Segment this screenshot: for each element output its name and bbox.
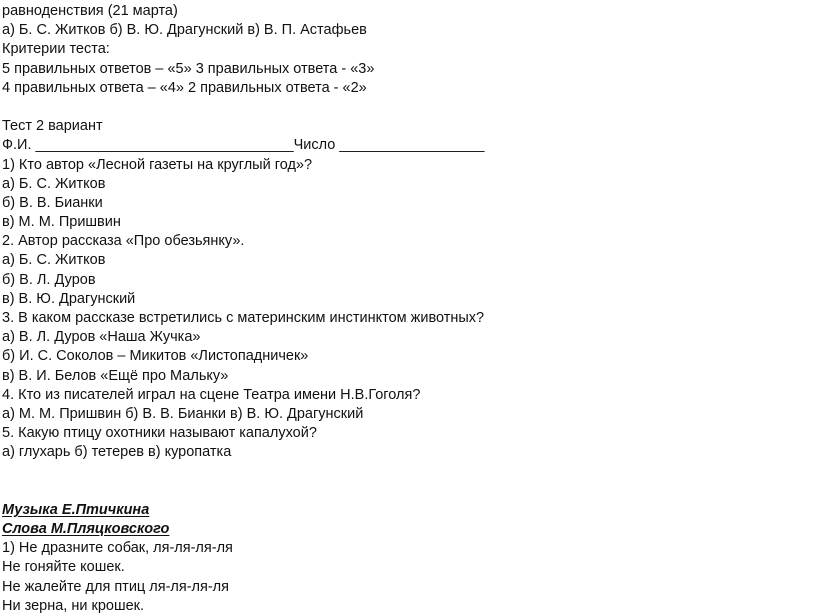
question-2-option-c: в) В. Ю. Драгунский — [2, 290, 136, 307]
question-3-option-a: а) В. Л. Дуров «Наша Жучка» — [2, 329, 201, 346]
question-3: 3. В каком рассказе встретились с материнским инстинктом животных? — [2, 310, 485, 326]
song-line-1: 1) Не дразните собак, ля-ля-ля-ля — [2, 540, 233, 557]
criteria-title: Критерии теста: — [2, 41, 110, 58]
question-2-option-b: б) В. Л. Дуров — [2, 271, 96, 288]
question-2-option-a: а) Б. С. Житков — [2, 252, 106, 269]
criteria-line-1: 5 правильных ответов – «5» 3 правильных ответа - «3» — [2, 60, 375, 77]
question-4-options: а) М. М. Пришвин б) В. В. Бианки в) В. Ю. Драгунский — [2, 405, 364, 422]
question-4: 4. Кто из писателей играл на сцене Театра имени Н.В.Гоголя? — [2, 386, 421, 403]
song-line-2: Не гоняйте кошек. — [2, 559, 125, 576]
question-2: 2. Автор рассказа «Про обезьянку». — [2, 233, 245, 250]
song-line-4: Ни зерна, ни крошек. — [2, 597, 145, 614]
question-5: 5. Какую птицу охотники называют капалухой? — [2, 425, 317, 442]
song-music-credit: Музыка Е.Птичкина — [2, 501, 150, 518]
question-3-option-c: в) В. И. Белов «Ещё про Мальку» — [2, 367, 229, 384]
question-1-option-a: а) Б. С. Житков — [2, 175, 106, 192]
criteria-line-2: 4 правильных ответа – «4» 2 правильных ответа - «2» — [2, 79, 367, 96]
name-date-line: Ф.И. ________________________________Число __________________ — [2, 137, 485, 154]
spacer — [2, 463, 812, 482]
document-page — [2, 2, 812, 616]
question-1-option-c: в) М. М. Пришвин — [2, 214, 121, 231]
intro-line-1: равноденствия (21 марта) — [2, 3, 178, 19]
intro-answers: а) Б. С. Житков б) В. Ю. Драгунский в) В. П. Астафьев — [2, 22, 367, 39]
test-title: Тест 2 вариант — [2, 118, 103, 135]
song-words-credit: Слова М.Пляцковского — [2, 521, 170, 538]
song-line-3: Не жалейте для птиц ля-ля-ля-ля — [2, 578, 229, 595]
spacer — [2, 482, 812, 501]
spacer — [2, 98, 812, 117]
question-3-option-b: б) И. С. Соколов – Микитов «Листопадничек» — [2, 348, 309, 365]
question-1-option-b: б) В. В. Бианки — [2, 194, 103, 211]
question-5-options: а) глухарь б) тетерев в) куропатка — [2, 444, 232, 461]
question-1: 1) Кто автор «Лесной газеты на круглый год»? — [2, 156, 313, 173]
